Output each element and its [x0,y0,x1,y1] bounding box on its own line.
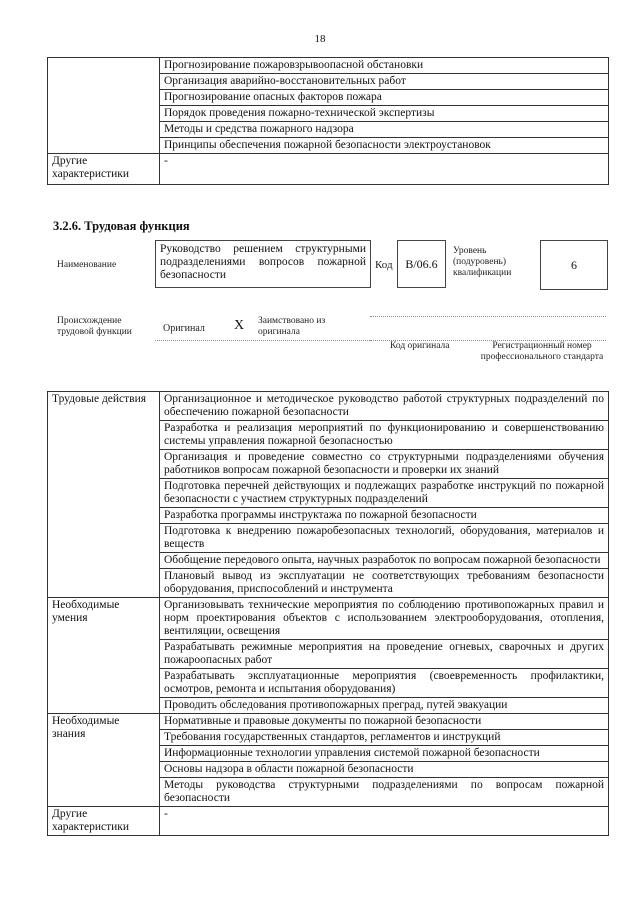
table-cell: Порядок проведения пожарно-технической экспертизы [160,106,609,122]
row-label-cell [48,58,160,154]
table-cell: Плановый вывод из эксплуатации не соответствующих требованиям безопасности оборудования, приспособлений и инструмента [160,569,609,598]
table-row [48,807,609,836]
table-row [48,598,609,640]
table-cell: Проводить обследования противопожарных преград, путей эвакуации [160,698,609,714]
table-cell: - [160,807,609,836]
table-cell: Принципы обеспечения пожарной безопасности электроустановок [160,138,609,154]
table-cell: Подготовка перечней действующих и подлежащих разработке инструкций по пожарной безопасности с участием структурных подразделений [160,479,609,508]
group-label: Необходимые умения [48,598,160,714]
table-cell: Основы надзора в области пожарной безопасности [160,762,609,778]
table-cell: Прогнозирование пожаровзрывоопасной обстановки [160,58,609,74]
level-label: Уровень (подуровень) квалификации [453,246,512,278]
original-mark: X [234,318,245,333]
function-name-box: Руководство решением структурными подразделениями вопросов пожарной безопасности [155,240,371,288]
table-cell: Нормативные и правовые документы по пожарной безопасности [160,714,609,730]
table-cell: Организация аварийно-восстановительных работ [160,74,609,90]
name-label: Наименование [57,260,117,270]
table-cell: Методы руководства структурными подразделениями по вопросам пожарной безопасности [160,778,609,807]
table-cell: Разработка программы инструктажа по пожарной безопасности [160,508,609,524]
code-label: Код [375,259,393,271]
code-box: B/06.6 [397,240,446,288]
code-original-label: Код оригинала [390,341,450,351]
table-row [48,714,609,730]
table-row [48,154,609,185]
other-characteristics-label: Другие характеристики [48,154,160,185]
table-cell: Прогнозирование опасных факторов пожара [160,90,609,106]
table-cell: Методы и средства пожарного надзора [160,122,609,138]
group-label: Другие характеристики [48,807,160,836]
reg-number-label: Регистрационный номер профессионального стандарта [480,341,604,362]
page-number: 18 [314,33,326,45]
top-table [47,57,609,185]
origin-label: Происхождение трудовой функции [57,316,132,337]
table-cell: Подготовка к внедрению пожаробезопасных технологий, оборудования, материалов и веществ [160,524,609,553]
other-characteristics-value: - [160,154,609,185]
table-row [48,58,609,74]
table-cell: Организационное и методическое руководство работой структурных подразделений по обеспечению пожарной безопасности [160,392,609,421]
table-cell: Информационные технологии управления системой пожарной безопасности [160,746,609,762]
table-cell: Разрабатывать режимные мероприятия на проведение огневых, сварочных и других пожароопасных работ [160,640,609,669]
group-label: Трудовые действия [48,392,160,598]
group-label: Необходимые знания [48,714,160,807]
table-cell: Обобщение передового опыта, научных разработок по вопросам пожарной безопасности [160,553,609,569]
table-cell: Организация и проведение совместно со структурными подразделениями обучения работников вопросам пожарной безопасности и проверки их знаний [160,450,609,479]
level-box: 6 [540,240,608,290]
main-table [47,391,609,836]
table-cell: Требования государственных стандартов, регламентов и инструкций [160,730,609,746]
section-title: 3.2.6. Трудовая функция [53,219,190,233]
table-cell: Разработка и реализация мероприятий по функционированию и совершенствованию системы управления пожарной безопасностью [160,421,609,450]
borrowed-label: Заимствовано из оригинала [258,316,326,337]
table-cell: Разрабатывать эксплуатационные мероприятия (своевременность профилактики, осмотров, ремонта и испытания оборудования) [160,669,609,698]
table-row [48,392,609,421]
table-cell: Организовывать технические мероприятия по соблюдению противопожарных правил и норм проектирования объектов с использованием электрооборудования, отопления, вентиляции, освещения [160,598,609,640]
original-label: Оригинал [163,323,205,334]
